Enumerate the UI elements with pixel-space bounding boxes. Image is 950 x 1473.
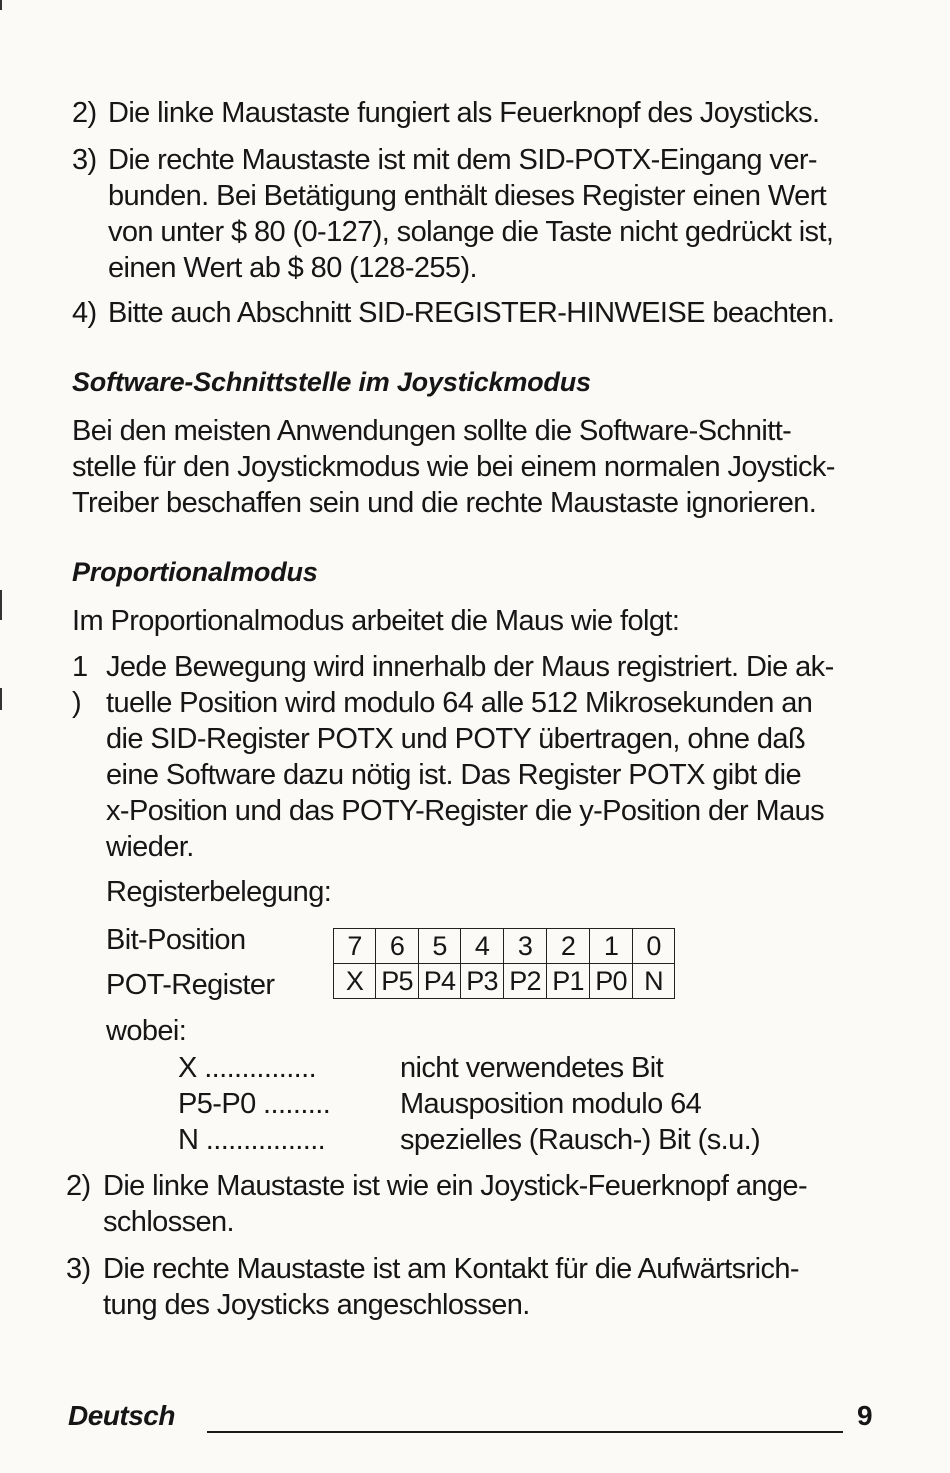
register-table bbox=[333, 928, 675, 999]
legend-key: N ................ bbox=[178, 1124, 326, 1156]
list-number: 3) bbox=[66, 1253, 91, 1285]
list-text: einen Wert ab $ 80 (128-255). bbox=[108, 252, 477, 284]
register-label: Registerbelegung: bbox=[106, 876, 332, 908]
list-text: x-Position und das POTY-Register die y-Position der Maus bbox=[106, 795, 825, 827]
list-text: tuelle Position wird modulo 64 alle 512 Mikrosekunden an bbox=[106, 687, 813, 719]
legend-desc: nicht verwendetes Bit bbox=[400, 1052, 664, 1084]
register-cell: P4 bbox=[419, 964, 461, 999]
list-number: 4) bbox=[72, 297, 97, 329]
bit-cell: 6 bbox=[376, 929, 419, 964]
register-cell: P5 bbox=[376, 964, 419, 999]
bit-cell: 0 bbox=[633, 929, 675, 964]
legend-desc: spezielles (Rausch-) Bit (s.u.) bbox=[400, 1124, 761, 1156]
register-cell: X bbox=[334, 964, 376, 999]
list-text: die SID-Register POTX und POTY übertragen, ohne daß bbox=[106, 723, 806, 755]
bit-cell: 3 bbox=[504, 929, 547, 964]
scan-edge-mark bbox=[0, 590, 2, 620]
bit-cell: 4 bbox=[461, 929, 504, 964]
register-cell: P0 bbox=[590, 964, 633, 999]
bit-cell: 1 bbox=[590, 929, 633, 964]
section-paragraph bbox=[72, 413, 835, 521]
legend-row bbox=[178, 1122, 761, 1158]
list-number: 1 ) bbox=[72, 651, 88, 719]
register-cell: P2 bbox=[504, 964, 547, 999]
bit-position-row bbox=[334, 929, 675, 964]
legend-desc: Mausposition modulo 64 bbox=[400, 1088, 702, 1120]
intro-text bbox=[72, 603, 679, 639]
pot-register-row bbox=[334, 964, 675, 999]
list-text: Die linke Maustaste ist wie ein Joystick-Feuerknopf ange- bbox=[103, 1170, 808, 1202]
register-cell: N bbox=[633, 964, 675, 999]
wobei-label: wobei: bbox=[106, 1015, 187, 1047]
footer-language: Deutsch bbox=[68, 1400, 175, 1431]
list-text: Die rechte Maustaste ist mit dem SID-POTX-Eingang ver- bbox=[108, 144, 817, 176]
register-cell: P1 bbox=[547, 964, 590, 999]
paragraph-line: Im Proportionalmodus arbeitet die Maus wie folgt: bbox=[72, 605, 680, 637]
list-number: 2) bbox=[66, 1170, 91, 1202]
list-number: 3) bbox=[72, 144, 97, 176]
paragraph-line: Treiber beschaffen sein und die rechte Maustaste ignorieren. bbox=[72, 487, 817, 519]
register-cell: P3 bbox=[461, 964, 504, 999]
legend-row bbox=[178, 1086, 702, 1122]
footer-rule bbox=[207, 1431, 843, 1433]
page-number: 9 bbox=[857, 1400, 873, 1431]
list-text: Jede Bewegung wird innerhalb der Maus registriert. Die ak- bbox=[106, 651, 834, 683]
list-text: bunden. Bei Betätigung enthält dieses Register einen Wert bbox=[108, 180, 827, 212]
paragraph-line: Bei den meisten Anwendungen sollte die Software-Schnitt- bbox=[72, 415, 792, 447]
bit-cell: 7 bbox=[334, 929, 376, 964]
scan-edge-mark bbox=[0, 0, 2, 10]
scan-edge-mark bbox=[0, 688, 2, 710]
list-text: Bitte auch Abschnitt SID-REGISTER-HINWEISE beachten. bbox=[108, 297, 835, 329]
paragraph-line: stelle für den Joystickmodus wie bei einem normalen Joystick- bbox=[72, 451, 835, 483]
bit-position-label: Bit-Position bbox=[106, 924, 246, 956]
section-heading: Proportionalmodus bbox=[72, 557, 318, 587]
list-text: Die linke Maustaste fungiert als Feuerknopf des Joysticks. bbox=[108, 97, 820, 129]
list-text: wieder. bbox=[106, 831, 194, 863]
list-text: tung des Joysticks angeschlossen. bbox=[103, 1289, 530, 1321]
legend-key: X ............... bbox=[178, 1052, 317, 1084]
list-text: schlossen. bbox=[103, 1206, 235, 1238]
legend-row bbox=[178, 1050, 664, 1086]
list-text: eine Software dazu nötig ist. Das Register POTX gibt die bbox=[106, 759, 801, 791]
section-heading: Software-Schnittstelle im Joystickmodus bbox=[72, 367, 591, 397]
pot-register-label: POT-Register bbox=[106, 969, 275, 1001]
list-text: Die rechte Maustaste ist am Kontakt für die Aufwärtsrich- bbox=[103, 1253, 799, 1285]
list-text: von unter $ 80 (0-127), solange die Taste nicht gedrückt ist, bbox=[108, 216, 834, 248]
bit-cell: 5 bbox=[419, 929, 461, 964]
bit-cell: 2 bbox=[547, 929, 590, 964]
list-number: 2) bbox=[72, 97, 97, 129]
legend-key: P5-P0 ......... bbox=[178, 1088, 331, 1120]
